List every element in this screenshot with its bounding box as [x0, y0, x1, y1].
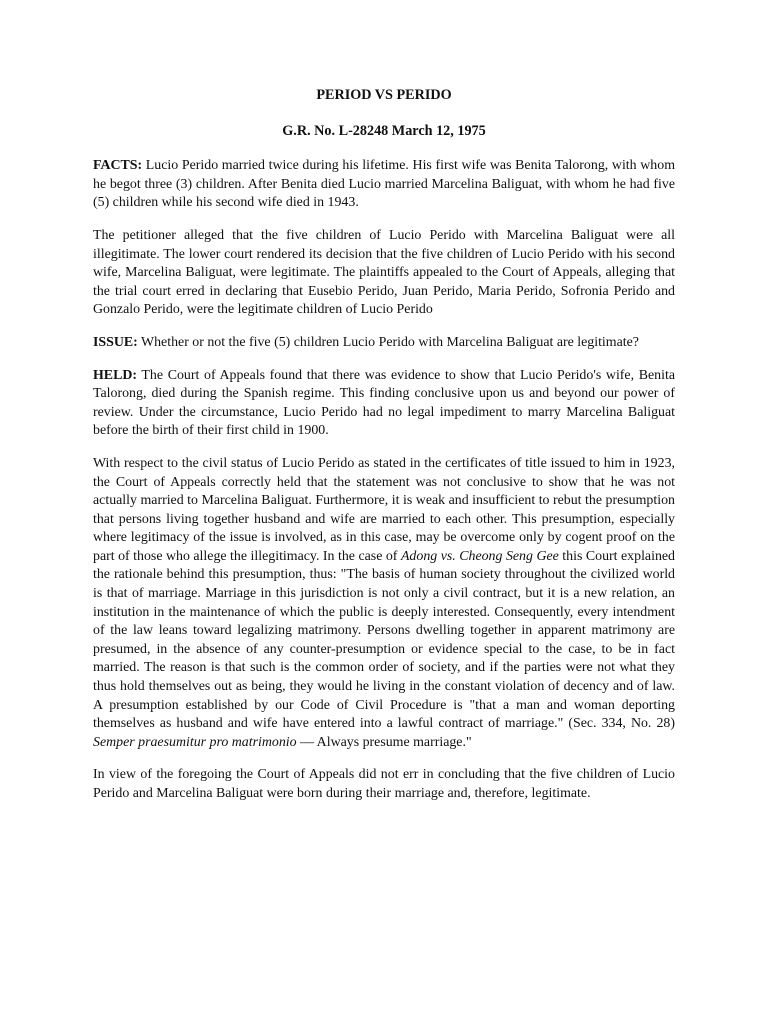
petition-paragraph: The petitioner alleged that the five children of Lucio Perido with Marcelina Baliguat were all illegitimate. The lower court rendered its decision that the five children of Lucio Perido with his second wife, Marcelina Baliguat, were legitimate. The plaintiffs appealed to the Court of Appeals, alleging that the trial court erred in declaring that Eusebio Perido, Juan Perido, Maria Perido, Sofronia Perido and Gonzalo Perido, were the legitimate children of Lucio Perido [93, 227, 675, 318]
facts-text: Lucio Perido married twice during his lifetime. His first wife was Benita Talorong, with whom he begot three (3) children. After Benita died Lucio married Marcelina Baliguat, with whom he had five (5) children while his second wife died in 1943. [93, 158, 675, 211]
document-title: PERIOD VS PERIDO [316, 87, 452, 103]
civil-status-text-2: this Court explained the rationale behind this presumption, thus: "The basis of human society throughout the civilized world is that of marriage. Marriage in this jurisdiction is not only a civil contract, but it is a new relation, an institution in the maintenance of which the public is deeply interested. Consequently, every intendment of the law leans toward legalizing matrimony. Persons dwelling together in apparent matrimony are presumed, in the absence of any counter-presumption or evidence special to the case, to be in fact married. The reason is that such is the common order of society, and if the parties were not what they thus hold themselves out as being, they would he living in the constant violation of decency and of law. A presumption established by our Code of Civil Procedure is "that a man and woman deporting themselves as husband and wife have entered into a lawful contract of marriage." (Sec. 334, No. 28) [93, 548, 676, 732]
held-text: The Court of Appeals found that there was evidence to show that Lucio Perido's wife, Benita Talorong, died during the Spanish regime. This finding conclusive upon us and beyond our power of review. Under the circumstance, Lucio Perido had no legal impediment to marry Marcelina Baliguat before the birth of their first child in 1900. [93, 367, 675, 439]
issue-text: Whether or not the five (5) children Lucio Perido with Marcelina Baliguat are legitimate? [137, 334, 639, 350]
facts-label: FACTS: [93, 158, 143, 174]
civil-status-paragraph [93, 455, 675, 753]
held-paragraph [93, 367, 675, 441]
civil-status-text-3: — Always presume marriage." [296, 734, 472, 750]
document-page [93, 86, 675, 818]
facts-paragraph [93, 157, 675, 213]
civil-status-text-1: With respect to the civil status of Lucio Perido as stated in the certificates of title issued to him in 1923, the Court of Appeals correctly held that the statement was not conclusive to show that he was not actually married to Marcelina Baliguat. Furthermore, it is weak and insufficient to rebut the presumption that persons living together husband and wife are married to each other. This presumption, especially where legitimacy of the issue is involved, as in this case, may be overcome only by cogent proof on the part of those who allege the illegitimacy. In the case of [93, 455, 675, 564]
latin-maxim: Semper praesumitur pro matrimonio [93, 734, 297, 750]
case-name: Adong vs. Cheong Seng Gee [400, 548, 559, 564]
issue-label: ISSUE: [93, 334, 138, 350]
held-label: HELD: [93, 367, 137, 383]
case-citation: G.R. No. L-28248 March 12, 1975 [282, 122, 486, 139]
issue-paragraph [93, 334, 675, 353]
conclusion-paragraph: In view of the foregoing the Court of Appeals did not err in concluding that the five children of Lucio Perido and Marcelina Baliguat were born during their marriage and, therefore, legitimate. [93, 767, 675, 801]
